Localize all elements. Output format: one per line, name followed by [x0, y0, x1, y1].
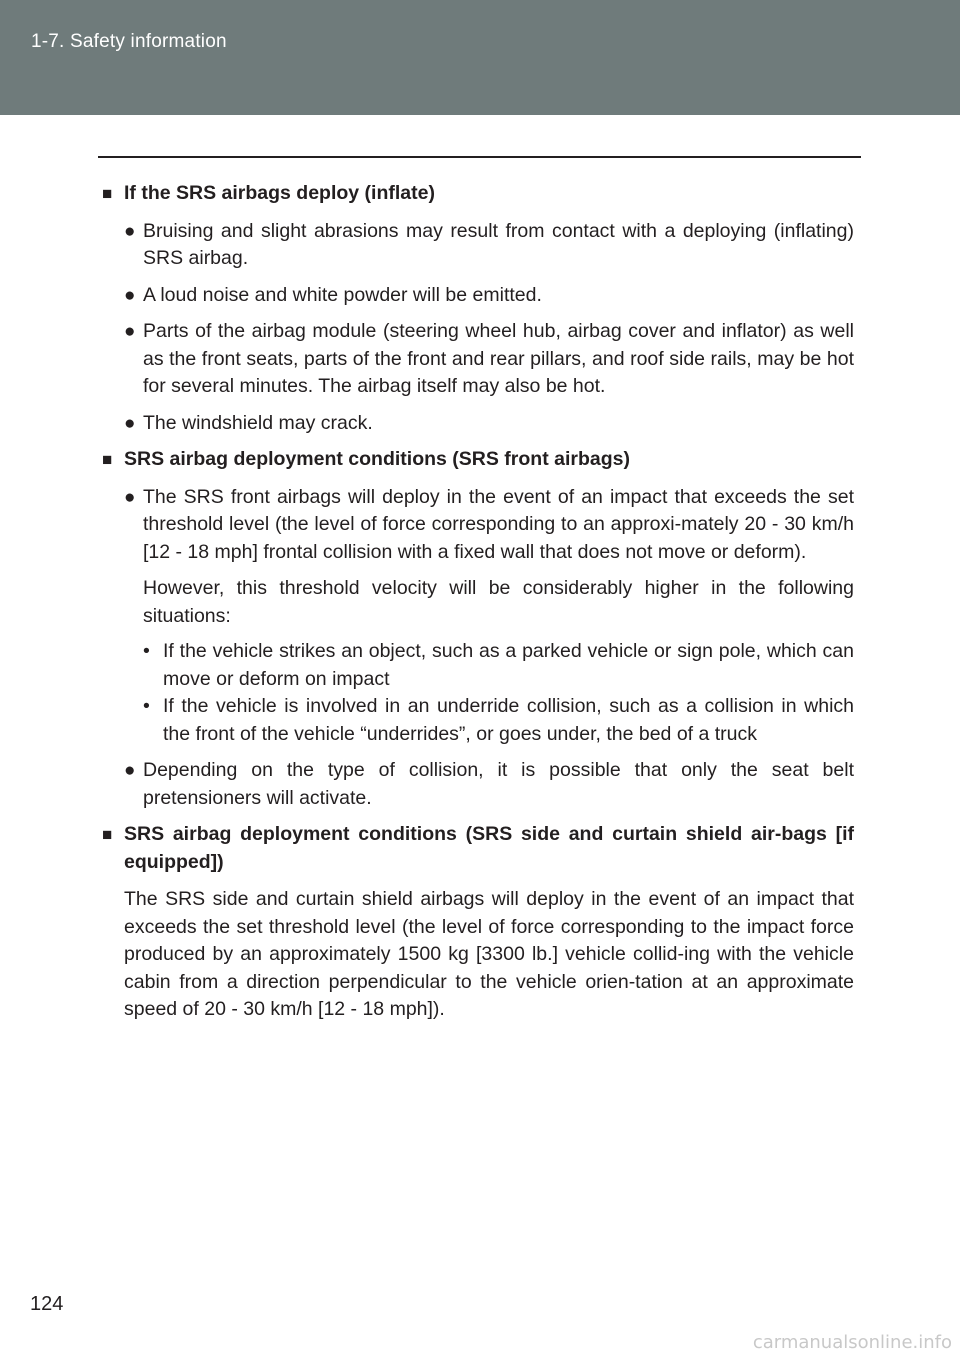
section-title: 1-7. Safety information: [31, 31, 227, 52]
dot-marker-icon: •: [143, 695, 150, 717]
page-number: 124: [30, 1293, 64, 1315]
page-content: [102, 180, 854, 1032]
body-paragraph: However, this threshold velocity will be considerably higher in the following situations:: [143, 577, 854, 627]
square-bullet-icon: ■: [102, 450, 113, 469]
section-heading-front: ■ SRS airbag deployment conditions (SRS front airbags): [102, 446, 854, 474]
list-item: ● The SRS front airbags will deploy in the event of an impact that exceeds the set threshold level (the level of force corresponding to an approxi-mately 20 - 30 km/h [12 - 18 mph] frontal collision with a fixed wall that does not move or deform).: [124, 484, 854, 567]
square-bullet-icon: ■: [102, 825, 113, 844]
circle-bullet-icon: ●: [124, 486, 136, 508]
section-heading-side: ■ SRS airbag deployment conditions (SRS side and curtain shield air-bags [if equipped]): [102, 821, 854, 876]
circle-bullet-icon: ●: [124, 760, 136, 781]
body-paragraph: The SRS side and curtain shield airbags will deploy in the event of an impact that exceeds the set threshold level (the level of force corresponding to the impact force produced by an approximately 1500 kg [3300 lb.] vehicle collid-ing with the vehicle cabin from a direction perpendicular to the vehicle orien-tation at an approximate speed of 20 - 30 km/h [12 - 18 mph]).: [124, 888, 854, 1020]
list-item: ● The windshield may crack.: [124, 410, 854, 438]
circle-bullet-icon: ●: [124, 321, 136, 342]
circle-bullet-icon: ●: [124, 412, 136, 434]
list-item: ● Parts of the airbag module (steering wheel hub, airbag cover and inflator) as well as the front seats, parts of the front and rear pillars, and roof side rails, may be hot for several minutes. The airbag itself may also be hot.: [124, 318, 854, 401]
dot-marker-icon: •: [143, 640, 150, 662]
square-bullet-icon: ■: [102, 184, 113, 203]
circle-bullet-icon: ●: [124, 220, 136, 242]
watermark: carmanualsonline.info: [752, 1332, 952, 1353]
circle-bullet-icon: ●: [124, 284, 136, 306]
sub-list-item: • If the vehicle is involved in an underride collision, such as a collision in which the front of the vehicle “underrides”, or goes under, the bed of a truck: [143, 693, 854, 748]
section-heading-deploy: ■ If the SRS airbags deploy (inflate): [102, 180, 854, 208]
sub-list-item: • If the vehicle strikes an object, such as a parked vehicle or sign pole, which can move or deform on impact: [143, 638, 854, 693]
list-item: ● Bruising and slight abrasions may result from contact with a deploying (inflating) SRS airbag.: [124, 218, 854, 273]
list-item: ● Depending on the type of collision, it is possible that only the seat belt pretensioners will activate.: [124, 757, 854, 812]
list-item: ● A loud noise and white powder will be emitted.: [124, 282, 854, 310]
page-header: [0, 0, 960, 115]
header-rule: [98, 156, 861, 158]
